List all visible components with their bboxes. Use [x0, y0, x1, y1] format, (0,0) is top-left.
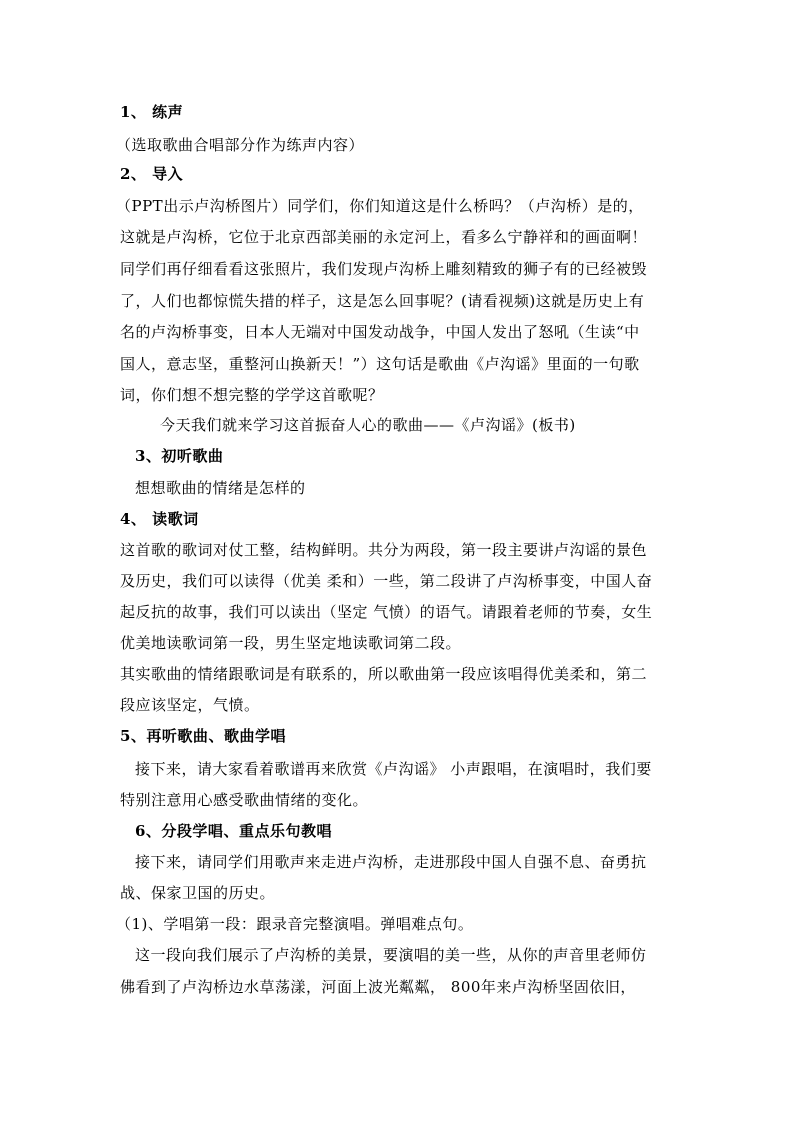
- paragraph-line: （1)、学唱第一段：跟录音完整演唱。弹唱难点句。: [116, 915, 474, 933]
- paragraph-line: 这就是卢沟桥，它位于北京西部美丽的永定河上，看多么宁静祥和的画面啊！: [120, 228, 648, 246]
- heading-read-lyrics: 4、 读歌词: [120, 510, 199, 528]
- paragraph-line: 今天我们就来学习这首振奋人心的歌曲——《卢沟谣》(板书): [160, 416, 576, 434]
- paragraph-line: 特别注意用心感受歌曲情绪的变化。: [120, 791, 369, 809]
- heading-warmup: 1、 练声: [120, 103, 184, 121]
- paragraph-line: 这首歌的歌词对仗工整，结构鲜明。共分为两段，第一段主要讲卢沟谣的景色: [120, 541, 648, 559]
- paragraph-line: 了，人们也都惊慌失措的样子，这是怎么回事呢？(请看视频)这就是历史上有: [120, 292, 645, 310]
- paragraph-line: 词，你们想不想完整的学学这首歌呢？: [120, 386, 384, 404]
- paragraph-line: 想想歌曲的情绪是怎样的: [135, 479, 306, 497]
- heading-listen-again: 5、再听歌曲、歌曲学唱: [120, 727, 286, 745]
- paragraph-line: 名的卢沟桥事变，日本人无端对中国发动战争，中国人发出了怒吼（生读“中: [120, 323, 640, 341]
- paragraph-line: 起反抗的故事，我们可以读出（坚定 气愤）的语气。请跟着老师的节奏，女生: [120, 603, 653, 621]
- paragraph-line: 这一段向我们展示了卢沟桥的美景，要演唱的美一些，从你的声音里老师仿: [135, 946, 647, 964]
- paragraph-line: 战、保家卫国的历史。: [120, 884, 276, 902]
- heading-section-learning: 6、分段学唱、重点乐句教唱: [135, 822, 332, 840]
- paragraph-line: 国人，意志坚，重整河山换新天！”）这句话是歌曲《卢沟谣》里面的一句歌: [120, 355, 640, 373]
- paragraph-line: （选取歌曲合唱部分作为练声内容）: [116, 136, 365, 154]
- paragraph-line: 及历史，我们可以读得（优美 柔和）一些，第二段讲了卢沟桥事变，中国人奋: [120, 572, 653, 590]
- paragraph-line: 同学们再仔细看看这张照片，我们发现卢沟桥上雕刻精致的狮子有的已经被毁: [120, 260, 648, 278]
- heading-intro: 2、 导入: [120, 165, 184, 183]
- paragraph-line: 优美地读歌词第一段，男生坚定地读歌词第二段。: [120, 634, 462, 652]
- paragraph-line: 其实歌曲的情绪跟歌词是有联系的，所以歌曲第一段应该唱得优美柔和，第二: [120, 665, 648, 683]
- paragraph-line: 佛看到了卢沟桥边水草荡漾，河面上波光粼粼， 800年来卢沟桥坚固依旧，: [120, 978, 636, 996]
- paragraph-line: 段应该坚定，气愤。: [120, 696, 260, 714]
- paragraph-line: 接下来，请大家看着歌谱再来欣赏《卢沟谣》 小声跟唱，在演唱时，我们要: [135, 760, 652, 778]
- heading-first-listen: 3、初听歌曲: [135, 447, 224, 465]
- paragraph-line: （PPT出示卢沟桥图片）同学们，你们知道这是什么桥吗？（卢沟桥）是的，: [116, 197, 644, 215]
- paragraph-line: 接下来，请同学们用歌声来走进卢沟桥，走进那段中国人自强不息、奋勇抗: [135, 853, 647, 871]
